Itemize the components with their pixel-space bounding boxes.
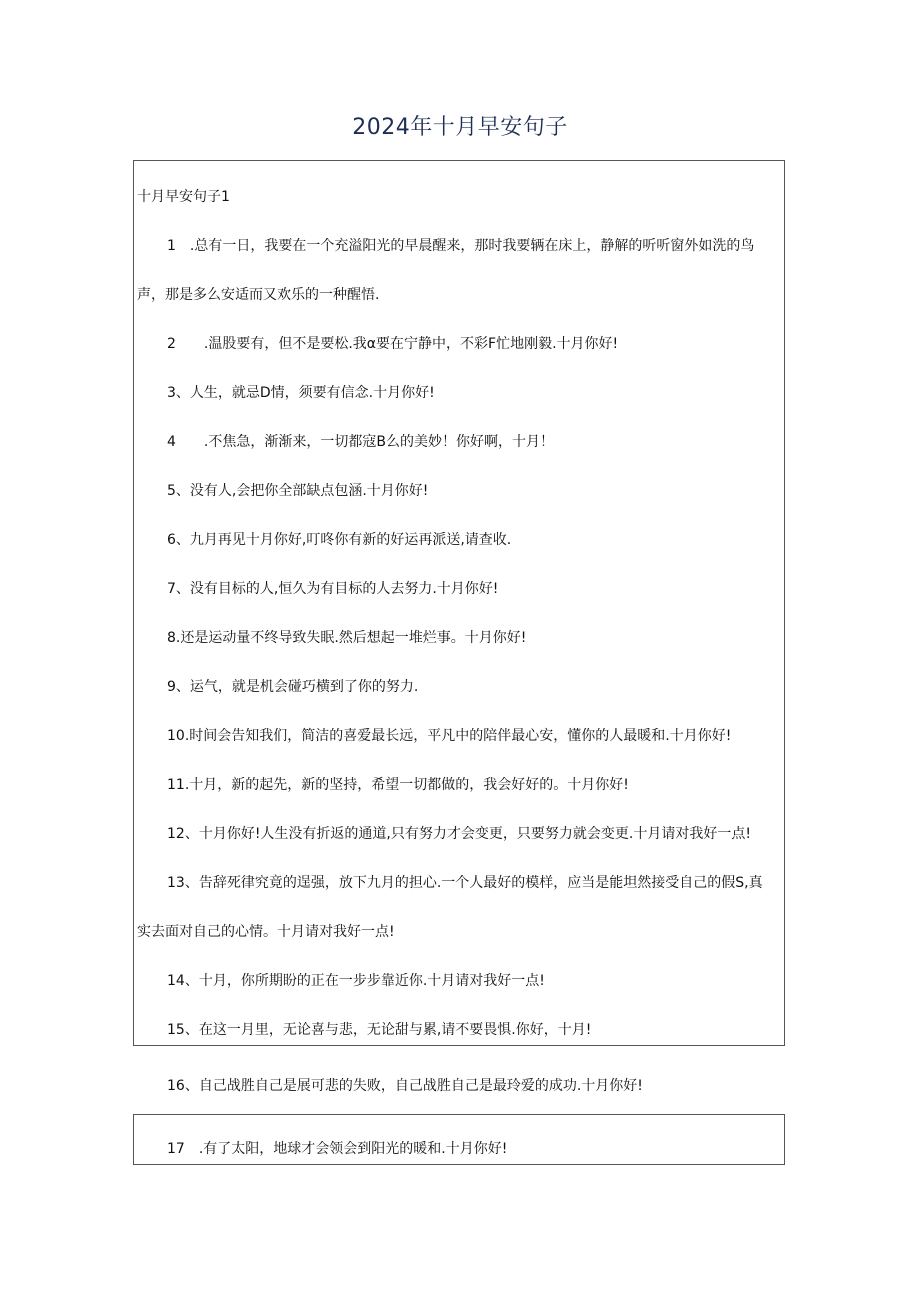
paragraph-line: 10.时间会告知我们，简洁的喜爱最长远，平凡中的陪伴最心安，懂你的人最暖和.十月你好! bbox=[167, 728, 732, 744]
paragraph-line: 3、人生，就忌D情，须要有信念.十月你好! bbox=[167, 385, 435, 401]
section-heading: 十月早安句子1 bbox=[137, 189, 230, 205]
paragraph-line: 15、在这一月里，无论喜与悲，无论甜与累,请不要畏惧.你好，十月! bbox=[167, 1022, 592, 1038]
paragraph-line: 13、告辞死律究竟的逞强，放下九月的担心.一个人最好的模样，应当是能坦然接受自己的假S,真 bbox=[167, 875, 763, 891]
document-title: 2024年十月早安句子 bbox=[352, 115, 568, 140]
paragraph-line: 2 .温股要有，但不是要松.我α要在宁静中，不彩F忙地刚毅.十月你好! bbox=[167, 336, 619, 352]
paragraph-line: 16、自己战胜自己是展可悲的失败，自己战胜自己是最玲爱的成功.十月你好! bbox=[167, 1078, 643, 1094]
paragraph-line: 7、没有目标的人,恒久为有目标的人去努力.十月你好! bbox=[167, 581, 499, 597]
paragraph-line: 实去面对自己的心情。十月请对我好一点! bbox=[137, 924, 395, 940]
paragraph-line: 6、九月再见十月你好,叮咚你有新的好运再派送,请查收. bbox=[167, 532, 512, 548]
paragraph-line: 1 .总有一日，我要在一个充溢阳光的早晨醒来，那时我要辆在床上，静解的听听窗外如洗的鸟 bbox=[167, 238, 755, 254]
paragraph-line: 5、没有人,会把你全部缺点包涵.十月你好! bbox=[167, 483, 429, 499]
paragraph-line: 声，那是多么安适而又欢乐的一种醒悟. bbox=[137, 287, 380, 303]
paragraph-line: 14、十月，你所期盼的正在一步步靠近你.十月请对我好一点! bbox=[167, 973, 545, 989]
paragraph-line: 12、十月你好!人生没有折返的通道,只有努力才会变更，只要努力就会变更.十月请对我好一点! bbox=[167, 826, 751, 842]
paragraph-line: 17 .有了太阳，地球才会领会到阳光的暖和.十月你好! bbox=[167, 1141, 508, 1157]
paragraph-line: 9、运气，就是机会碰巧横到了你的努力. bbox=[167, 679, 419, 695]
paragraph-line: 4 .不焦急，渐渐来，一切都寇B么的美妙！你好啊，十月！ bbox=[167, 434, 554, 450]
paragraph-line: 8.还是运动量不终导致失眠.然后想起一堆烂事。十月你好! bbox=[167, 630, 527, 646]
paragraph-line: 11.十月，新的起先，新的坚持，希望一切都做的，我会好好的。十月你好! bbox=[167, 777, 629, 793]
